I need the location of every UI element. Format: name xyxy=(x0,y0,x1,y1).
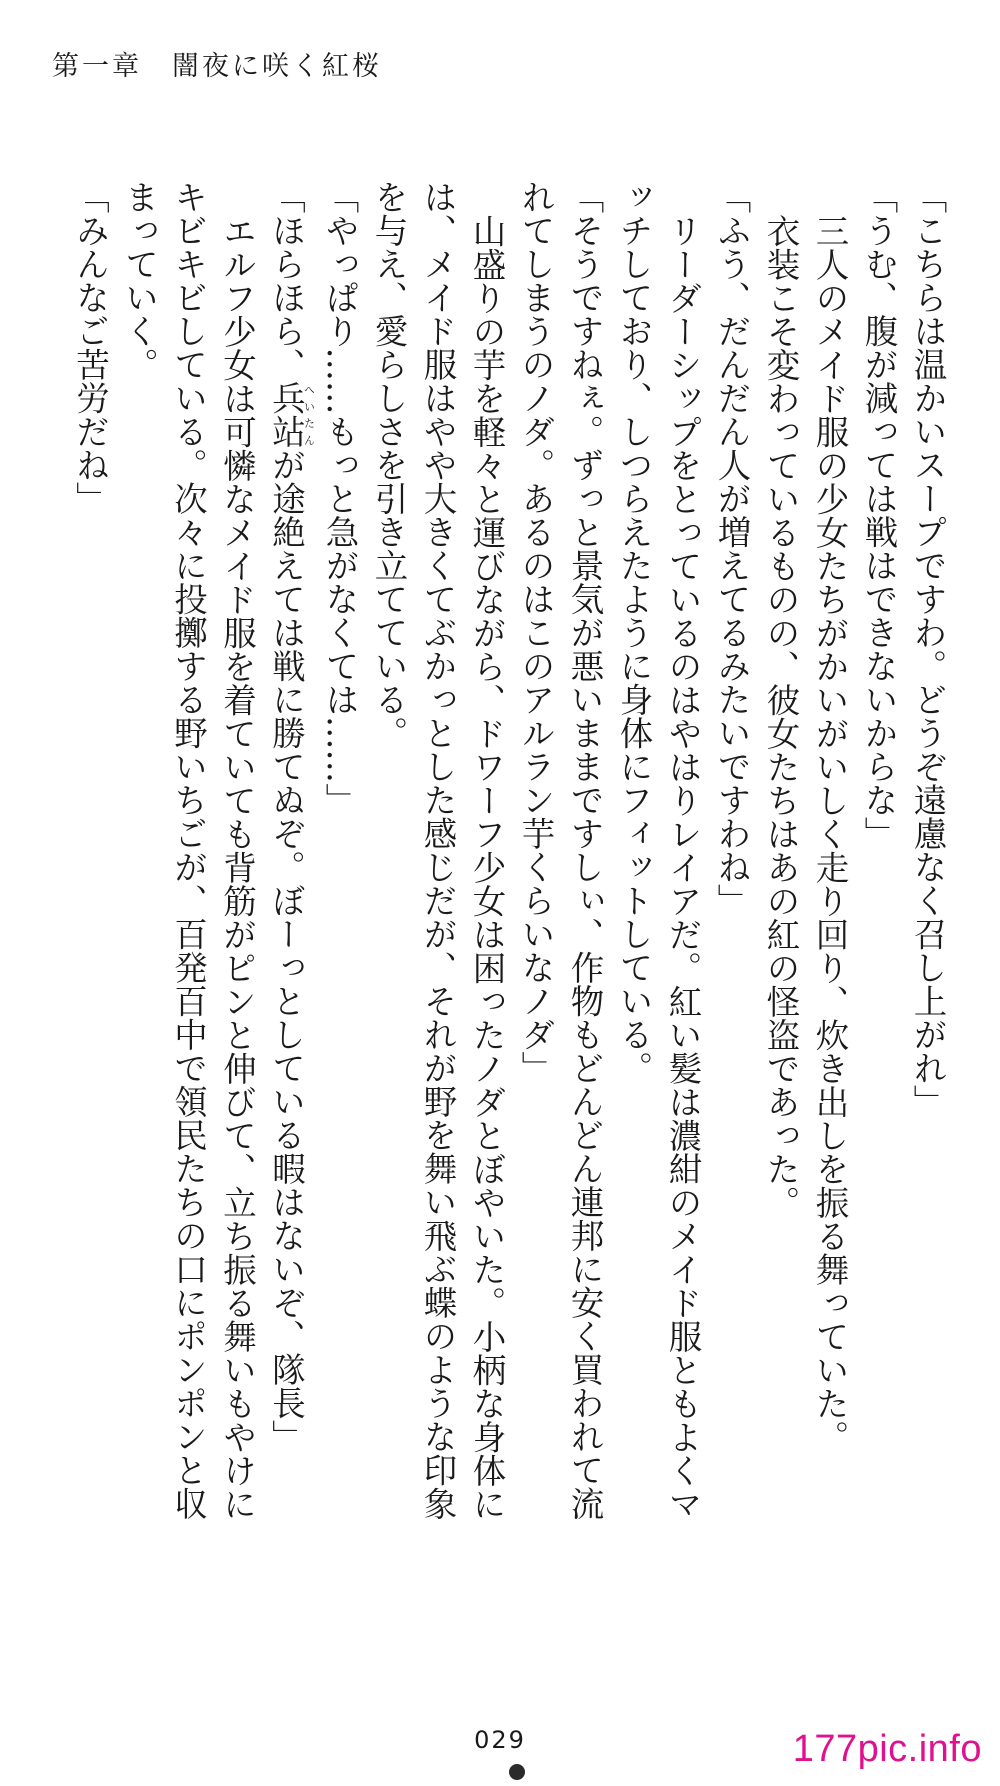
text-segment: が途絶えては戦に勝てぬぞ。ぼーっとしている暇はないぞ、隊長」 xyxy=(266,448,306,1453)
text-line: 「みんなご苦労だね」 xyxy=(70,180,110,515)
body-text xyxy=(66,180,953,1540)
page-number: 029 xyxy=(474,1726,526,1754)
text-line: 山盛りの芋を軽々と運びながら、ドワーフ少女は困ったノダとぼやいた。小柄な身体には、メイド服はやや大きくてぶかっとした感じだが、それが野を舞い飛ぶ蝶のような印象を与え、愛らしさを引き立てている。 xyxy=(369,180,506,1520)
text-line: 「うむ、腹が減っては戦はできないからな」 xyxy=(859,180,898,850)
text-line: 「ふう、だんだん人が増えてるみたいですわね」 xyxy=(712,180,751,917)
ruby-base: 兵站 xyxy=(266,381,306,448)
text-segment: 「ほらほら、 xyxy=(266,180,306,381)
text-line: 三人のメイド服の少女たちがかいがいしく走り回り、炊き出しを振る舞っていた。 xyxy=(810,213,849,1453)
text-line: エルフ少女は可憐なメイド服を着ていても背筋がピンと伸びて、立ち振る舞いもやけにキビキビしている。次々に投擲する野いちごが、百発百中で領民たちの口にポンポンと収まっていく。 xyxy=(119,180,257,1520)
text-line: リーダーシップをとっているのはやはりレイアだ。紅い髪は濃紺のメイド服ともよくマッチしており、しつらえたように身体にフィットしている。 xyxy=(614,180,702,1520)
ruby-annotation xyxy=(266,381,316,448)
text-line-with-ruby xyxy=(262,180,316,1540)
watermark-text: 177pic.info xyxy=(792,1728,982,1770)
ruby-reading: へいたん xyxy=(302,381,316,448)
text-line: 「やっぱり……もっと急がなくては……」 xyxy=(320,180,359,817)
text-line: 「こちらは温かいスープですわ。どうぞ遠慮なく召し上がれ」 xyxy=(908,180,947,1118)
text-line: 「そうですねぇ。ずっと景気が悪いままですしぃ、作物もどんどん連邦に安く買われて流れてしまうのノダ。あるのはこのアルラン芋くらいなノダ」 xyxy=(516,180,604,1520)
text-line: 衣装こそ変わっているものの、彼女たちはあの紅の怪盗であった。 xyxy=(761,213,800,1219)
chapter-header: 第一章 闇夜に咲く紅桜 xyxy=(52,51,382,82)
page-marker-dot xyxy=(509,1764,525,1780)
